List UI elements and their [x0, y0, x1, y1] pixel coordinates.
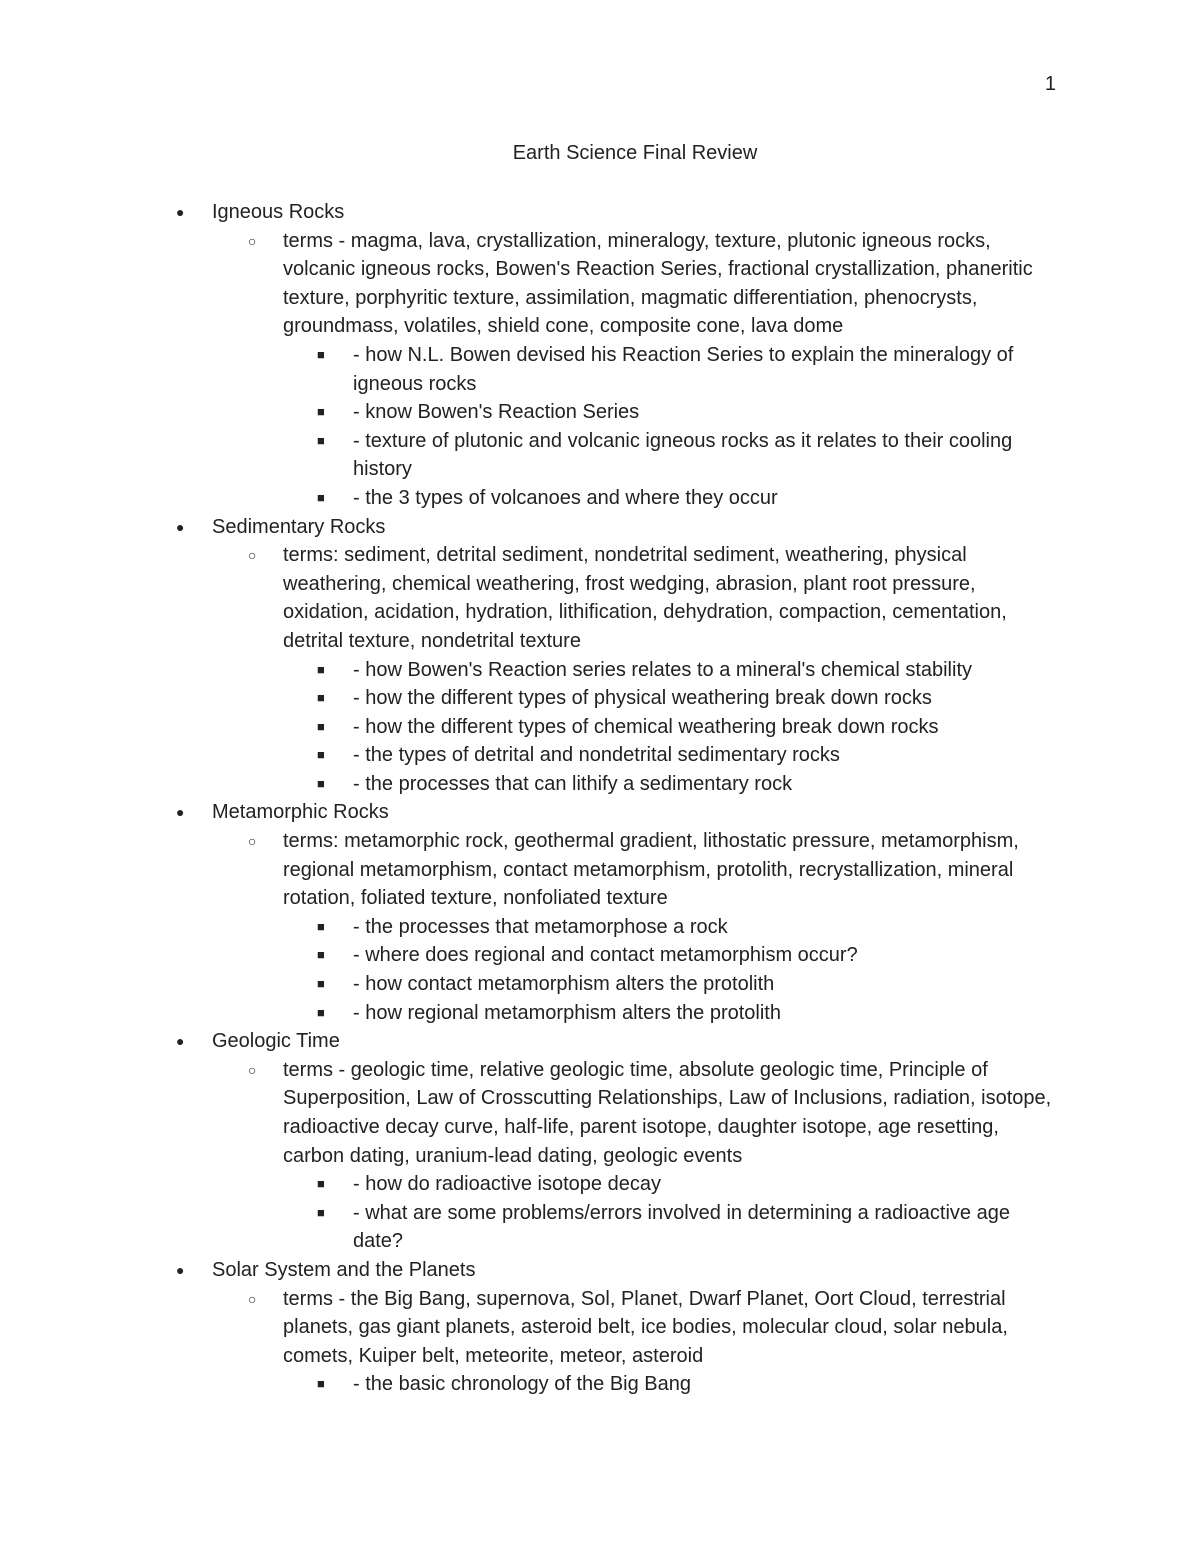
bullet-square-icon: ■	[317, 718, 325, 734]
bullet-disc-icon: ●	[176, 1033, 185, 1050]
section-heading: ● Solar System and the Planets	[0, 1256, 1042, 1285]
study-point: ■ - how Bowen's Reaction series relates to a mineral's chemical stability	[0, 656, 1053, 685]
study-point: ■ - what are some problems/errors involved in determining a radioactive age date?	[0, 1199, 1053, 1256]
bullet-square-icon: ■	[317, 661, 325, 677]
section-heading: ● Sedimentary Rocks	[0, 513, 1042, 542]
study-point: ■ - the processes that can lithify a sedimentary rock	[0, 770, 1053, 799]
terms-item: ○ terms - geologic time, relative geologic time, absolute geologic time, Principle of Superposition, Law of Crosscutting Relationships, Law of Inclusions, radiation, isotope, radioactive decay curve, half-life, parent isotope, daughter isotope, age resetting, carbon dating, uranium-lead dating, geologic events	[0, 1056, 1053, 1170]
section-heading: ● Igneous Rocks	[0, 198, 1042, 227]
page-number: 1	[1044, 73, 1056, 95]
bullet-disc-icon: ●	[176, 204, 185, 220]
bullet-square-icon: ■	[317, 489, 325, 505]
study-point: ■ - how the different types of physical weathering break down rocks	[0, 684, 1053, 713]
bullet-square-icon: ■	[317, 918, 325, 934]
bullet-circle-icon: ○	[248, 1290, 257, 1307]
document-title: Earth Science Final Review	[512, 142, 758, 164]
bullet-square-icon: ■	[317, 1176, 325, 1192]
study-point: ■ - how contact metamorphism alters the protolith	[0, 970, 1053, 999]
study-point: ■ - the processes that metamorphose a rock	[0, 913, 1053, 942]
bullet-square-icon: ■	[317, 947, 325, 963]
terms-item: ○ terms: metamorphic rock, geothermal gradient, lithostatic pressure, metamorphism, regional metamorphism, contact metamorphism, protolith, recrystallization, mineral rotation, foliated texture, nonfoliated texture	[0, 827, 1053, 913]
bullet-square-icon: ■	[317, 1204, 325, 1220]
bullet-square-icon: ■	[317, 346, 325, 362]
bullet-circle-icon: ○	[248, 547, 257, 564]
bullet-square-icon: ■	[317, 690, 325, 706]
review-outline	[0, 198, 1200, 1399]
study-point: ■ - how the different types of chemical weathering break down rocks	[0, 713, 1053, 742]
bullet-circle-icon: ○	[248, 232, 257, 249]
terms-item: ○ terms: sediment, detrital sediment, nondetrital sediment, weathering, physical weathering, chemical weathering, frost wedging, abrasion, plant root pressure, oxidation, acidation, hydration, lithification, dehydration, compaction, cementation, detrital texture, nondetrital texture	[0, 541, 1053, 655]
bullet-circle-icon: ○	[248, 833, 257, 850]
bullet-square-icon: ■	[317, 404, 325, 420]
bullet-square-icon: ■	[317, 1004, 325, 1020]
terms-item: ○ terms - magma, lava, crystallization, mineralogy, texture, plutonic igneous rocks, volcanic igneous rocks, Bowen's Reaction Series, fractional crystallization, phaneritic texture, porphyritic texture, assimilation, magmatic differentiation, phenocrysts, groundmass, volatiles, shield cone, composite cone, lava dome	[0, 227, 1053, 341]
study-point: ■ - the types of detrital and nondetrital sedimentary rocks	[0, 741, 1053, 770]
section-heading: ● Metamorphic Rocks	[0, 798, 1042, 827]
study-point: ■ - texture of plutonic and volcanic igneous rocks as it relates to their cooling history	[0, 427, 1053, 484]
bullet-square-icon: ■	[317, 775, 325, 791]
bullet-disc-icon: ●	[176, 518, 185, 535]
study-point: ■ - the 3 types of volcanoes and where they occur	[0, 484, 1053, 513]
bullet-circle-icon: ○	[248, 1061, 257, 1078]
study-point: ■ - how regional metamorphism alters the protolith	[0, 999, 1053, 1028]
study-point: ■ - the basic chronology of the Big Bang	[0, 1370, 1053, 1399]
section-heading: ● Geologic Time	[0, 1027, 1042, 1056]
bullet-disc-icon: ●	[176, 1261, 185, 1278]
terms-item: ○ terms - the Big Bang, supernova, Sol, Planet, Dwarf Planet, Oort Cloud, terrestrial planets, gas giant planets, asteroid belt, ice bodies, molecular cloud, solar nebula, comets, Kuiper belt, meteorite, meteor, asteroid	[0, 1285, 1053, 1371]
study-point: ■ - know Bowen's Reaction Series	[0, 398, 1053, 427]
study-point: ■ - how do radioactive isotope decay	[0, 1170, 1053, 1199]
bullet-disc-icon: ●	[176, 804, 185, 821]
bullet-square-icon: ■	[317, 432, 325, 448]
bullet-square-icon: ■	[317, 1376, 325, 1392]
bullet-square-icon: ■	[317, 976, 325, 992]
study-point: ■ - how N.L. Bowen devised his Reaction Series to explain the mineralogy of igneous rocks	[0, 341, 1053, 398]
bullet-square-icon: ■	[317, 747, 325, 763]
study-point: ■ - where does regional and contact metamorphism occur?	[0, 941, 1053, 970]
